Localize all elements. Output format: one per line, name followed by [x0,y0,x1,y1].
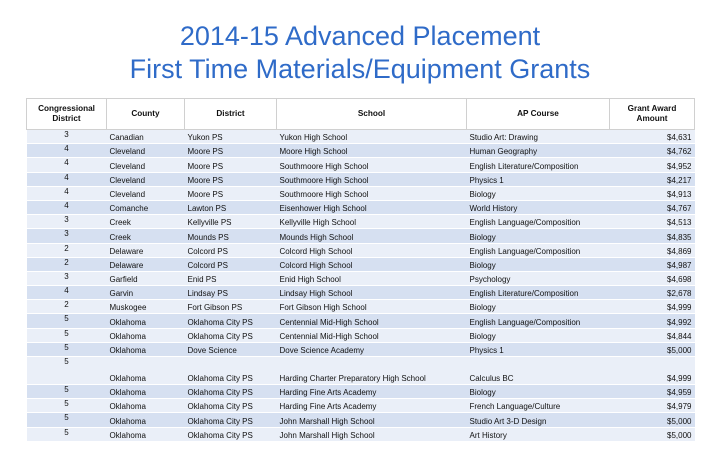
cell-county: Oklahoma [107,357,185,385]
cell-school: Lindsay High School [277,286,467,300]
cell-county: Oklahoma [107,342,185,356]
cell-district: Oklahoma City PS [185,399,277,413]
cell-ap-course: English Language/Composition [467,314,610,328]
header-grant-amount: Grant Award Amount [610,99,695,130]
cell-congressional-district: 5 [27,413,107,427]
cell-ap-course: Biology [467,186,610,200]
cell-grant-amount: $2,678 [610,286,695,300]
cell-ap-course: Studio Art 3-D Design [467,413,610,427]
cell-district: Lawton PS [185,200,277,214]
cell-congressional-district: 2 [27,300,107,314]
cell-grant-amount: $4,959 [610,385,695,399]
cell-ap-course: Human Geography [467,144,610,158]
table-row [27,342,695,356]
table-row [27,399,695,413]
cell-school: John Marshall High School [277,427,467,441]
cell-ap-course: Biology [467,300,610,314]
cell-congressional-district: 4 [27,172,107,186]
header-district: District [185,99,277,130]
cell-congressional-district: 3 [27,215,107,229]
cell-district: Moore PS [185,158,277,172]
table-row [27,158,695,172]
header-school: School [277,99,467,130]
table-row [27,186,695,200]
table-row [27,314,695,328]
table-row [27,243,695,257]
table-header-row [27,99,695,130]
header-county: County [107,99,185,130]
cell-county: Oklahoma [107,427,185,441]
cell-ap-course: English Language/Composition [467,243,610,257]
table-row [27,413,695,427]
cell-grant-amount: $4,987 [610,257,695,271]
cell-congressional-district: 4 [27,158,107,172]
cell-district: Oklahoma City PS [185,314,277,328]
table-row [27,300,695,314]
cell-grant-amount: $4,869 [610,243,695,257]
cell-county: Creek [107,215,185,229]
cell-county: Comanche [107,200,185,214]
cell-grant-amount: $5,000 [610,342,695,356]
header-ap-course: AP Course [467,99,610,130]
cell-school: Colcord High School [277,243,467,257]
cell-congressional-district: 5 [27,357,107,385]
table-row [27,215,695,229]
table-row [27,286,695,300]
cell-district: Mounds PS [185,229,277,243]
cell-county: Oklahoma [107,314,185,328]
cell-ap-course: English Language/Composition [467,215,610,229]
cell-grant-amount: $4,698 [610,271,695,285]
cell-ap-course: Physics 1 [467,342,610,356]
cell-district: Colcord PS [185,243,277,257]
cell-county: Muskogee [107,300,185,314]
cell-district: Enid PS [185,271,277,285]
cell-grant-amount: $4,979 [610,399,695,413]
cell-school: Dove Science Academy [277,342,467,356]
grants-table [26,98,695,442]
cell-congressional-district: 4 [27,144,107,158]
cell-ap-course: English Literature/Composition [467,158,610,172]
cell-ap-course: Psychology [467,271,610,285]
cell-school: Harding Fine Arts Academy [277,399,467,413]
cell-school: Southmoore High School [277,158,467,172]
cell-congressional-district: 4 [27,200,107,214]
cell-grant-amount: $4,999 [610,300,695,314]
cell-ap-course: Art History [467,427,610,441]
cell-ap-course: Physics 1 [467,172,610,186]
cell-ap-course: Biology [467,257,610,271]
cell-county: Garvin [107,286,185,300]
cell-school: Yukon High School [277,130,467,144]
cell-district: Moore PS [185,172,277,186]
cell-county: Cleveland [107,158,185,172]
cell-school: Enid High School [277,271,467,285]
title-line-2: First Time Materials/Equipment Grants [129,54,591,84]
table-row [27,229,695,243]
cell-congressional-district: 3 [27,229,107,243]
table-body [27,130,695,442]
cell-district: Kellyville PS [185,215,277,229]
table-row [27,357,695,385]
cell-grant-amount: $4,513 [610,215,695,229]
table-row [27,130,695,144]
cell-grant-amount: $4,767 [610,200,695,214]
cell-ap-course: Biology [467,328,610,342]
cell-ap-course: Studio Art: Drawing [467,130,610,144]
cell-grant-amount: $4,762 [610,144,695,158]
cell-district: Oklahoma City PS [185,427,277,441]
cell-school: Moore High School [277,144,467,158]
cell-grant-amount: $4,844 [610,328,695,342]
cell-grant-amount: $4,631 [610,130,695,144]
cell-district: Fort Gibson PS [185,300,277,314]
cell-county: Creek [107,229,185,243]
cell-congressional-district: 3 [27,130,107,144]
cell-county: Delaware [107,243,185,257]
cell-congressional-district: 4 [27,186,107,200]
cell-school: Centennial Mid-High School [277,314,467,328]
cell-school: Mounds High School [277,229,467,243]
header-congressional-district: Congressional District [27,99,107,130]
cell-grant-amount: $5,000 [610,413,695,427]
cell-district: Yukon PS [185,130,277,144]
page-title [0,20,720,86]
cell-congressional-district: 2 [27,243,107,257]
cell-school: Centennial Mid-High School [277,328,467,342]
cell-congressional-district: 5 [27,342,107,356]
cell-county: Cleveland [107,172,185,186]
cell-congressional-district: 2 [27,257,107,271]
table-row [27,271,695,285]
cell-congressional-district: 4 [27,286,107,300]
table-row [27,328,695,342]
cell-county: Cleveland [107,186,185,200]
cell-school: Southmoore High School [277,186,467,200]
cell-district: Moore PS [185,186,277,200]
cell-district: Moore PS [185,144,277,158]
cell-district: Lindsay PS [185,286,277,300]
cell-ap-course: World History [467,200,610,214]
cell-county: Oklahoma [107,399,185,413]
cell-ap-course: Calculus BC [467,357,610,385]
cell-ap-course: French Language/Culture [467,399,610,413]
table-row [27,172,695,186]
cell-school: Kellyville High School [277,215,467,229]
cell-congressional-district: 5 [27,385,107,399]
cell-district: Oklahoma City PS [185,357,277,385]
cell-county: Oklahoma [107,385,185,399]
table-row [27,200,695,214]
cell-grant-amount: $4,992 [610,314,695,328]
cell-grant-amount: $4,952 [610,158,695,172]
cell-grant-amount: $4,835 [610,229,695,243]
cell-grant-amount: $4,999 [610,357,695,385]
cell-district: Oklahoma City PS [185,413,277,427]
cell-ap-course: Biology [467,229,610,243]
cell-school: Colcord High School [277,257,467,271]
cell-county: Oklahoma [107,413,185,427]
cell-congressional-district: 5 [27,328,107,342]
table-row [27,427,695,441]
cell-grant-amount: $4,913 [610,186,695,200]
cell-congressional-district: 5 [27,314,107,328]
table-row [27,257,695,271]
title-line-1: 2014-15 Advanced Placement [179,21,541,51]
cell-county: Canadian [107,130,185,144]
cell-grant-amount: $4,217 [610,172,695,186]
cell-ap-course: Biology [467,385,610,399]
cell-school: Harding Charter Preparatory High School [277,357,467,385]
table-row [27,385,695,399]
cell-school: Fort Gibson High School [277,300,467,314]
table-row [27,144,695,158]
cell-school: Harding Fine Arts Academy [277,385,467,399]
cell-district: Oklahoma City PS [185,385,277,399]
cell-district: Colcord PS [185,257,277,271]
cell-school: John Marshall High School [277,413,467,427]
cell-congressional-district: 3 [27,271,107,285]
cell-district: Oklahoma City PS [185,328,277,342]
cell-congressional-district: 5 [27,427,107,441]
cell-county: Cleveland [107,144,185,158]
cell-ap-course: English Literature/Composition [467,286,610,300]
cell-school: Southmoore High School [277,172,467,186]
cell-school: Eisenhower High School [277,200,467,214]
cell-district: Dove Science [185,342,277,356]
cell-county: Garfield [107,271,185,285]
cell-grant-amount: $5,000 [610,427,695,441]
cell-county: Oklahoma [107,328,185,342]
cell-congressional-district: 5 [27,399,107,413]
cell-county: Delaware [107,257,185,271]
